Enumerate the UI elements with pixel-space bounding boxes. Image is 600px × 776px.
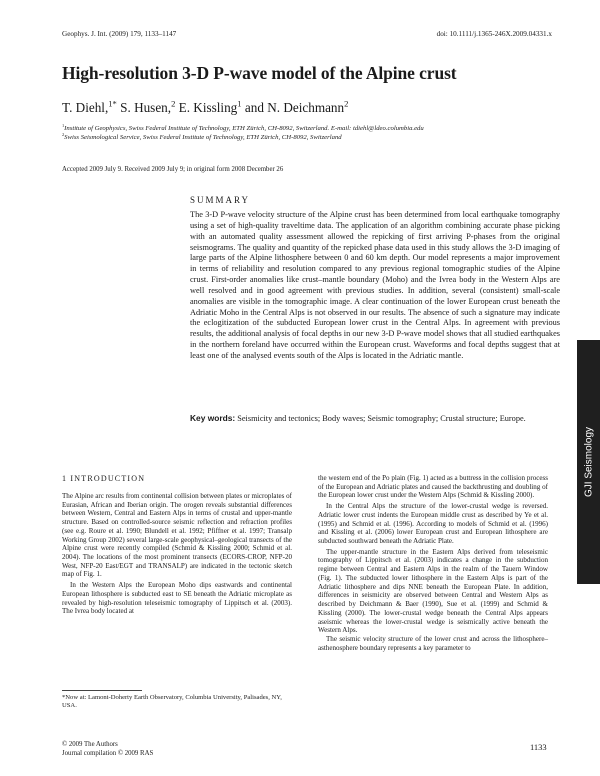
- paragraph: The upper-mantle structure in the Eastern Alps derived from teleseismic tomography of Lippitsch et al. (2003) indicates a change in the subduction regime between Central and Eastern Alps in the realm of the Tauern Window (Fig. 1). The subducted lower lithosphere in the Eastern Alps is part of the Adriatic lithosphere and dips NNE beneath the European Plate. In addition, differences in seismicity are observed between Central and Western Alps as described by Deichmann & Baer (1990), Sue et al. (1999) and Schmid & Kissling (2000). The lower-crustal wedge beneath the Central Alps appears aseismic whereas the lower-crustal wedge is seismically active beneath the Western Alps.: [318, 547, 548, 635]
- right-column: [318, 474, 548, 652]
- copyright-line: Journal compilation © 2009 RAS: [62, 750, 154, 757]
- summary-body: [190, 210, 560, 362]
- summary-text: The 3-D P-wave velocity structure of the Alpine crust has been determined from local earthquake tomography using a set of high-quality traveltime data. The application of an algorithm combining accurate phase picking with an automated quality assessment allowed the repicking of first arriving P-phases from the original seismograms. The quality and quantity of the repicked phase data used in this study allows the 3-D imaging of large parts of the Alpine lithosphere between 0 and 60 km depth. Our model represents a major improvement in terms of reliability and resolution compared to any previous regional tomographic studies of the Alpine crust. First-order anomalies like crust–mantle boundary (Moho) and the Ivrea body in the Western Alps are well resolved and in good agreement with previous studies. In addition, several (consistent) small-scale anomalies are visible in the tomographic image. A clear continuation of the lower European crust beneath the Adriatic Moho in the Central Alps is not observed in our results. The absence of such a signature may indicate the eclogitization of the subducted European lower crust in the Central Alps. In agreement with previous results, the additional analysis of focal depths in our new 3-D P-wave model shows that all studied earthquakes in the northern foreland have occurred within the European crust. Waveforms and focal depths suggest that at least one of the analysed events south of the Alps is located in the Adriatic mantle.: [190, 210, 560, 360]
- footnote: *Now at: Lamont-Doherty Earth Observatory, Columbia University, Palisades, NY, USA.: [62, 694, 282, 710]
- affiliation: [62, 131, 562, 141]
- copyright-line: © 2009 The Authors: [62, 741, 118, 748]
- paragraph: the western end of the Po plain (Fig. 1) acted as a buttress in the collision process of the European and Adriatic plates and caused the backthrusting and doubling of the European lower crust under the Western Alps (Schmid & Kissling 2000).: [318, 474, 548, 500]
- keywords: [190, 413, 560, 425]
- section-tab: [577, 340, 600, 584]
- paragraph: In the Central Alps the structure of the lower-crustal wedge is reversed. Adriatic lower crust indents the European middle crust as described by Ye et al. (1995) and Schmid et al. (1996). According to models of Schmid et al. (1996) and Kissling et al. (2006) lower European crust and European lithosphere are subducted southward beneath the Adriatic Plate.: [318, 502, 548, 546]
- keywords-text: Seismicity and tectonics; Body waves; Seismic tomography; Crustal structure; Europe.: [237, 414, 526, 423]
- affiliation-sup: 2: [62, 131, 65, 137]
- doi[interactable]: doi: 10.1111/j.1365-246X.2009.04331.x: [436, 30, 552, 38]
- author-sup: 2: [344, 98, 349, 109]
- affiliation-text: Institute of Geophysics, Swiss Federal Institute of Technology, ETH Zürich, CH-8092, Switzerland. E-mail: tdiehl@ldeo.columbia.edu: [64, 125, 424, 132]
- copyright: [62, 740, 153, 758]
- left-column: [62, 492, 292, 616]
- author-sup: 2: [171, 98, 176, 109]
- author-sup: 1*: [108, 98, 117, 109]
- affiliation: [62, 122, 562, 132]
- section-tab-label: GJI Seismology: [583, 426, 594, 498]
- author-sup: 1: [237, 98, 242, 109]
- author-name: N. Deichmann: [267, 100, 345, 115]
- author-conjunction: and: [244, 100, 264, 115]
- affiliation-sup: 1: [62, 122, 65, 128]
- author-list: [62, 100, 348, 116]
- paragraph: The seismic velocity structure of the lower crust and across the lithosphere–asthenosphere boundary represents a key parameter to: [318, 634, 548, 652]
- journal-citation: Geophys. J. Int. (2009) 179, 1133–1147: [62, 30, 177, 38]
- accepted-dates: Accepted 2009 July 9. Received 2009 July 9; in original form 2008 December 26: [62, 166, 284, 173]
- page-number: 1133: [530, 742, 547, 752]
- summary-heading: SUMMARY: [190, 195, 251, 205]
- keywords-label: Key words:: [190, 413, 236, 423]
- paragraph: The Alpine arc results from continental collision between plates or microplates of Eurasian, African and Iberian origin. The orogen reveals substantial differences between Western, Central and Eastern Alps in terms of crustal and upper-mantle structure. Based on controlled-source seismic reflection and refraction profiles (see e.g. Roure et al. 1990; Blundell et al. 1992; Pfiffner et al. 1997; Transalp Working Group 2002) several large-scale geophysical–geological transects of the Alpine crust were recently compiled (Schmid & Kissling 2000; Schmid et al. 2004). The locations of the most prominent transects (ECORS-CROP, NFP-20 West, NFP-20 East/EGT and TRANSALP) are indicated in the tectonic sketch map of Fig. 1.: [62, 492, 292, 579]
- author-name: T. Diehl,: [62, 100, 109, 115]
- footnote-rule: [62, 690, 142, 691]
- author-name: S. Husen,: [120, 100, 172, 115]
- author-name: E. Kissling: [178, 100, 238, 115]
- section-heading: 1 INTRODUCTION: [62, 474, 146, 483]
- paragraph: In the Western Alps the European Moho dips eastwards and continental European lithosphere is subducted east to SE beneath the Adriatic microplate as revealed by high-resolution teleseismic tomography of Lippitsch et al. (2003). The Ivrea body located at: [62, 581, 292, 616]
- affiliation-text: Swiss Seismological Service, Swiss Federal Institute of Technology, ETH Zürich, CH-8092, Switzerland: [64, 134, 342, 141]
- paper-title: High-resolution 3-D P-wave model of the Alpine crust: [62, 63, 457, 83]
